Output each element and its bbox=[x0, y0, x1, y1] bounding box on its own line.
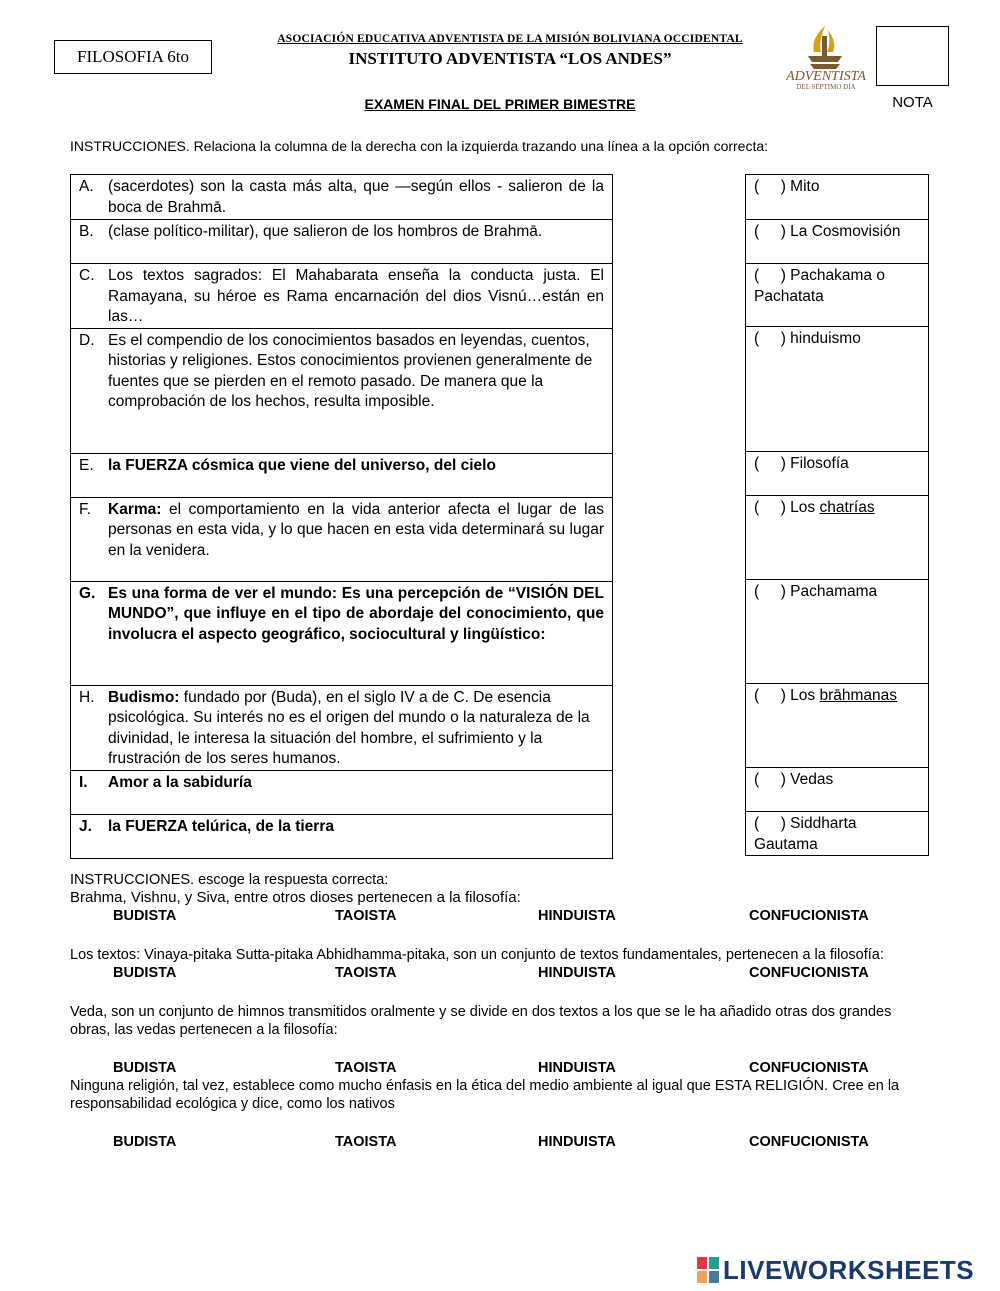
option-confucionista[interactable]: CONFUCIONISTA bbox=[749, 908, 869, 924]
row-letter: H. bbox=[79, 688, 95, 706]
row-text: fundado por (Buda), en el siglo IV a de C. De esencia psicológica. Su interés no es el origen del mundo o la naturaleza de la divinidad, le interesa la situación del hombre, el sufrimiento y la frustración de los seres humanos. bbox=[108, 688, 590, 767]
left-row-f[interactable] bbox=[71, 497, 613, 581]
instructions-choice: INSTRUCCIONES. escoge la respuesta correcta: bbox=[70, 872, 389, 888]
answer-blank[interactable]: ( ) bbox=[754, 499, 786, 516]
option-text: Pachakama o Pachatata bbox=[754, 267, 885, 305]
answer-blank[interactable]: ( ) bbox=[754, 815, 786, 832]
row-letter: J. bbox=[79, 817, 92, 835]
row-text-group bbox=[108, 500, 604, 562]
option-confucionista[interactable]: CONFUCIONISTA bbox=[749, 965, 869, 981]
right-row-5[interactable] bbox=[746, 452, 929, 496]
option-text: Pachamama bbox=[785, 583, 878, 600]
answer-blank[interactable]: ( ) bbox=[754, 771, 786, 788]
liveworksheets-logo bbox=[697, 1254, 974, 1286]
logo-main-text: ADVENTISTA bbox=[786, 69, 866, 84]
right-row-6[interactable] bbox=[746, 496, 929, 580]
right-column-table bbox=[745, 174, 929, 856]
association-title: ASOCIACIÓN EDUCATIVA ADVENTISTA DE LA MISIÓN BOLIVIANA OCCIDENTAL bbox=[277, 33, 743, 45]
logo-top-text: IGLESIA bbox=[814, 64, 838, 70]
option-text: La Cosmovisión bbox=[785, 223, 901, 240]
liveworksheets-wordmark: LIVEWORKSHEETS bbox=[723, 1254, 975, 1285]
row-text-group bbox=[108, 688, 604, 770]
row-text: (sacerdotes) son la casta más alta, que —según ellos - salieron de la boca de Brahmā. bbox=[108, 178, 604, 216]
right-row-3[interactable] bbox=[746, 264, 929, 327]
row-bold-term: Budismo: bbox=[108, 688, 180, 706]
right-row-8[interactable] bbox=[746, 684, 929, 768]
answer-blank[interactable]: ( ) bbox=[754, 223, 786, 240]
option-confucionista[interactable]: CONFUCIONISTA bbox=[749, 1060, 869, 1076]
left-column-table bbox=[70, 174, 613, 859]
question-4: Ninguna religión, tal vez, establece como mucho énfasis en la ética del medio ambiente al igual que ESTA RELIGIÓN. Cree en la responsabilidad ecológica y dice, como los nativos bbox=[70, 1078, 900, 1112]
row-letter: C. bbox=[79, 267, 95, 284]
right-row-10[interactable] bbox=[746, 812, 929, 856]
right-row-7[interactable] bbox=[746, 580, 929, 684]
left-row-d[interactable] bbox=[71, 328, 613, 453]
row-text: Amor a la sabiduría bbox=[108, 773, 252, 791]
right-row-2[interactable] bbox=[746, 220, 929, 264]
row-text: el comportamiento en la vida anterior afecta el lugar de las personas en esta vida, y lo que hacen en esta vida determinará su lugar en la venidera. bbox=[108, 500, 604, 559]
option-budista[interactable]: BUDISTA bbox=[113, 908, 177, 924]
option-hinduista[interactable]: HINDUISTA bbox=[538, 908, 616, 924]
exam-title: EXAMEN FINAL DEL PRIMER BIMESTRE bbox=[364, 96, 636, 112]
instructions-matching: INSTRUCCIONES. Relaciona la columna de la derecha con la izquierda trazando una línea a la opción correcta: bbox=[70, 138, 769, 154]
row-letter: B. bbox=[79, 223, 94, 240]
row-text: (clase político-militar), que salieron de los hombros de Brahmā. bbox=[108, 223, 543, 240]
left-row-i[interactable] bbox=[71, 770, 613, 814]
answer-blank[interactable]: ( ) bbox=[754, 267, 786, 284]
option-text: Los bbox=[785, 687, 820, 704]
option-taoista[interactable]: TAOISTA bbox=[335, 1134, 397, 1150]
question-2: Los textos: Vinaya-pitaka Sutta-pitaka Abhidhamma-pitaka, son un conjunto de textos fundamentales, pertenecen a la filosofía: bbox=[70, 947, 884, 963]
row-letter: E. bbox=[79, 456, 94, 474]
option-budista[interactable]: BUDISTA bbox=[113, 1134, 177, 1150]
row-text: Los textos sagrados: El Mahabarata enseña la conducta justa. El Ramayana, su héroe es Rama encarnación del dios Visnú…están en las… bbox=[108, 267, 604, 325]
question-3: Veda, son un conjunto de himnos transmitidos oralmente y se divide en dos textos a los que se le ha añadido otras dos grandes obras, las vedas pertenecen a la filosofía: bbox=[70, 1004, 892, 1038]
row-text: Es una forma de ver el mundo: Es una percepción de “VISIÓN DEL MUNDO”, que influye en el tipo de abordaje del conocimiento, que involucra el aspecto geográfico, sociocultural y lingüístico: bbox=[108, 584, 604, 643]
answer-blank[interactable]: ( ) bbox=[754, 583, 786, 600]
nota-box[interactable] bbox=[876, 26, 949, 86]
option-taoista[interactable]: TAOISTA bbox=[335, 965, 397, 981]
left-row-b[interactable] bbox=[71, 220, 613, 264]
option-text: hinduismo bbox=[785, 330, 861, 347]
option-text: Los bbox=[785, 499, 820, 516]
option-taoista[interactable]: TAOISTA bbox=[335, 908, 397, 924]
row-text: la FUERZA cósmica que viene del universo, del cielo bbox=[108, 456, 496, 474]
option-budista[interactable]: BUDISTA bbox=[113, 1060, 177, 1076]
row-letter: A. bbox=[79, 178, 94, 195]
option-text: Siddharta Gautama bbox=[754, 815, 857, 853]
church-logo-text bbox=[778, 64, 874, 91]
left-row-j[interactable] bbox=[71, 814, 613, 858]
right-row-9[interactable] bbox=[746, 768, 929, 812]
left-row-g[interactable] bbox=[71, 581, 613, 685]
right-row-4[interactable] bbox=[746, 327, 929, 452]
row-letter: D. bbox=[79, 331, 95, 349]
answer-blank[interactable]: ( ) bbox=[754, 330, 786, 347]
option-budista[interactable]: BUDISTA bbox=[113, 965, 177, 981]
multiple-choice-section bbox=[70, 872, 930, 1151]
left-row-h[interactable] bbox=[71, 685, 613, 770]
subject-box bbox=[54, 40, 212, 74]
left-row-a[interactable] bbox=[71, 175, 613, 220]
option-hinduista[interactable]: HINDUISTA bbox=[538, 1060, 616, 1076]
question-3-options bbox=[113, 1059, 930, 1077]
option-underlined: chatrías bbox=[819, 499, 875, 516]
question-1: Brahma, Vishnu, y Siva, entre otros dioses pertenecen a la filosofía: bbox=[70, 889, 521, 906]
row-text: la FUERZA telúrica, de la tierra bbox=[108, 817, 334, 835]
option-text: Filosofía bbox=[785, 455, 849, 472]
right-row-1[interactable] bbox=[746, 175, 929, 220]
question-2-options bbox=[113, 964, 930, 982]
row-letter: G. bbox=[79, 584, 96, 602]
row-letter: F. bbox=[79, 500, 92, 518]
institute-title: INSTITUTO ADVENTISTA “LOS ANDES” bbox=[348, 49, 672, 68]
option-underlined: brāhmanas bbox=[819, 687, 898, 704]
liveworksheets-icon bbox=[697, 1257, 719, 1283]
answer-blank[interactable]: ( ) bbox=[754, 455, 786, 472]
option-text: Mito bbox=[785, 178, 820, 195]
answer-blank[interactable]: ( ) bbox=[754, 178, 786, 195]
row-text: Es el compendio de los conocimientos basados en leyendas, cuentos, historias y religiones. Estos conocimientos provienen generalmente de fuentes que se pierden en el remoto pasado. De manera que la comprobación de los hechos, resulta imposible. bbox=[108, 331, 593, 410]
question-1-options bbox=[113, 907, 930, 925]
row-letter: I. bbox=[79, 773, 88, 791]
option-hinduista[interactable]: HINDUISTA bbox=[538, 965, 616, 981]
nota-label: NOTA bbox=[892, 94, 933, 111]
option-hinduista[interactable]: HINDUISTA bbox=[538, 1134, 616, 1150]
row-bold-term: Karma: bbox=[108, 500, 162, 518]
question-4-options bbox=[113, 1133, 930, 1151]
option-taoista[interactable]: TAOISTA bbox=[335, 1060, 397, 1076]
option-text: Vedas bbox=[785, 771, 834, 788]
logo-sub-text: DEL SÉPTIMO DÍA bbox=[796, 83, 856, 91]
left-row-e[interactable] bbox=[71, 453, 613, 497]
subject-label: FILOSOFIA 6to bbox=[77, 47, 189, 66]
answer-blank[interactable]: ( ) bbox=[754, 687, 786, 704]
option-confucionista[interactable]: CONFUCIONISTA bbox=[749, 1134, 869, 1150]
left-row-c[interactable] bbox=[71, 264, 613, 329]
